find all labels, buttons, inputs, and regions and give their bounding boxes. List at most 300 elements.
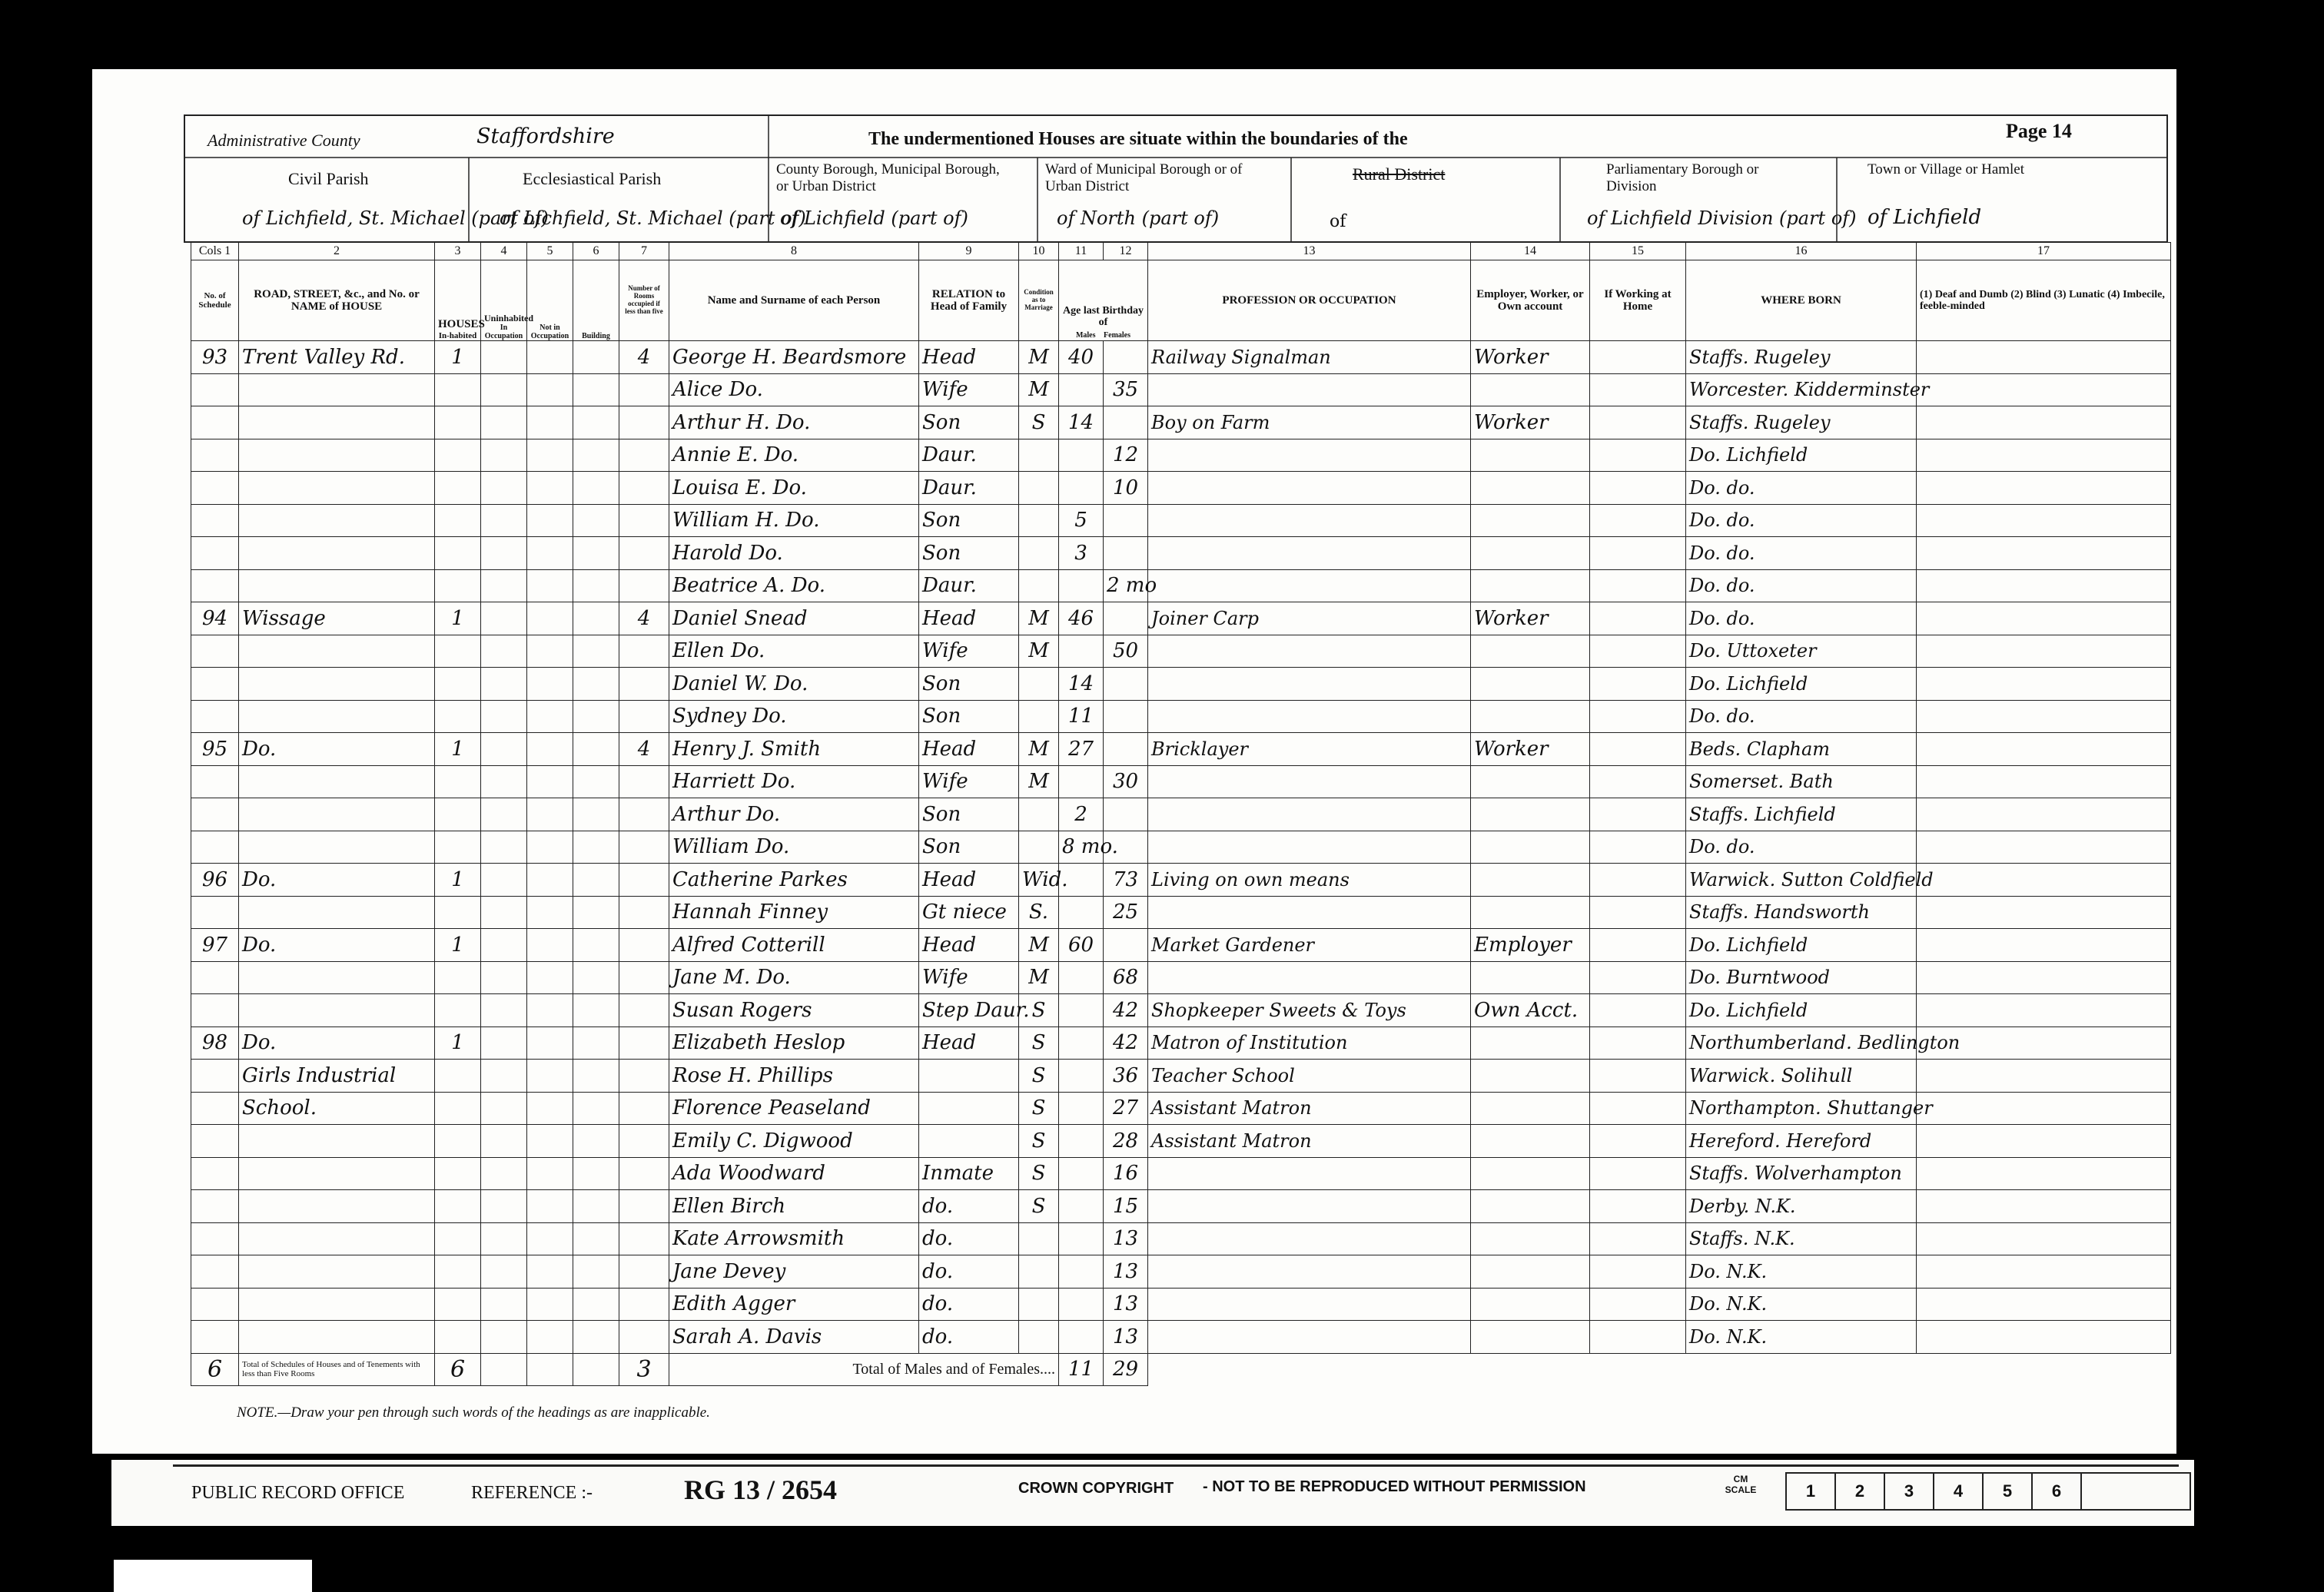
male-age-cell <box>1059 1190 1104 1223</box>
where-born-cell: Staffs. Wolverhampton <box>1686 1157 1917 1190</box>
infirmity-cell <box>1917 1157 2171 1190</box>
census-rows <box>191 341 2171 1354</box>
reference-label: REFERENCE :- <box>471 1483 593 1503</box>
infirmity-cell <box>1917 1255 2171 1289</box>
at-home-cell <box>1590 994 1686 1027</box>
at-home-cell <box>1590 929 1686 962</box>
at-home-cell <box>1590 1255 1686 1289</box>
col-num: 9 <box>919 243 1019 260</box>
female-age-cell: 35 <box>1104 373 1148 406</box>
in-occupation-cell <box>481 668 527 701</box>
infirmity-cell <box>1917 1321 2171 1354</box>
infirmity-cell <box>1917 504 2171 537</box>
col-num: 17 <box>1917 243 2171 260</box>
inhabited-cell <box>435 537 481 570</box>
not-in-occupation-cell <box>527 1027 573 1060</box>
relation-cell: Son <box>919 406 1019 439</box>
census-row <box>191 929 2171 962</box>
census-row <box>191 1222 2171 1255</box>
condition-cell: S <box>1019 994 1059 1027</box>
relation-cell: Head <box>919 341 1019 374</box>
male-age-cell: 14 <box>1059 668 1104 701</box>
uninhabited-label: Uninhabited <box>484 312 534 323</box>
schedule-cell <box>191 1092 239 1125</box>
occupation-cell: Boy on Farm <box>1148 406 1471 439</box>
where-born-cell: Beds. Clapham <box>1686 733 1917 766</box>
building-cell <box>573 896 619 929</box>
males-label: Males <box>1075 330 1096 340</box>
building-cell <box>573 1027 619 1060</box>
condition-cell <box>1019 798 1059 831</box>
census-row <box>191 1255 2171 1289</box>
male-age-cell <box>1059 569 1104 602</box>
schedule-cell: 98 <box>191 1027 239 1060</box>
female-age-cell <box>1104 929 1148 962</box>
name-cell: Hannah Finney <box>669 896 919 929</box>
relation-cell: Son <box>919 668 1019 701</box>
footer-rule <box>173 1464 2179 1467</box>
inhabited-cell <box>435 1157 481 1190</box>
male-age-cell: 2 <box>1059 798 1104 831</box>
in-occupation-cell <box>481 537 527 570</box>
condition-cell: M <box>1019 373 1059 406</box>
employer-cell: Worker <box>1471 602 1590 635</box>
at-home-cell <box>1590 831 1686 864</box>
census-row <box>191 602 2171 635</box>
schedule-cell: 94 <box>191 602 239 635</box>
at-home-cell <box>1590 406 1686 439</box>
infirmity-cell <box>1917 569 2171 602</box>
relation-cell: Daur. <box>919 472 1019 505</box>
rooms-cell <box>619 373 669 406</box>
road-cell <box>239 896 435 929</box>
male-age-cell <box>1059 472 1104 505</box>
infirmity-cell <box>1917 994 2171 1027</box>
in-occupation-cell <box>481 373 527 406</box>
occupation-cell: Teacher School <box>1148 1060 1471 1093</box>
female-age-cell <box>1104 733 1148 766</box>
where-born-cell: Do. N.K. <box>1686 1321 1917 1354</box>
schedule-cell <box>191 1255 239 1289</box>
in-occupation-cell <box>481 831 527 864</box>
female-age-cell: 13 <box>1104 1222 1148 1255</box>
not-in-occupation-cell <box>527 831 573 864</box>
relation-cell: Son <box>919 504 1019 537</box>
col-num: 16 <box>1686 243 1917 260</box>
name-cell: George H. Beardsmore <box>669 341 919 374</box>
name-cell: William H. Do. <box>669 504 919 537</box>
occupation-cell <box>1148 1288 1471 1321</box>
relation-cell: do. <box>919 1321 1019 1354</box>
building-cell <box>573 569 619 602</box>
not-in-occupation-cell <box>527 700 573 733</box>
total-schedules: 6 <box>191 1353 239 1386</box>
copyright-label: CROWN COPYRIGHT <box>1018 1480 1174 1497</box>
females-label: Females <box>1104 330 1131 340</box>
at-home-cell <box>1590 733 1686 766</box>
condition-cell: M <box>1019 635 1059 668</box>
total-inhabited: 6 <box>435 1353 481 1386</box>
employer-cell <box>1471 1321 1590 1354</box>
male-age-cell: 14 <box>1059 406 1104 439</box>
census-row <box>191 994 2171 1027</box>
road-cell <box>239 1222 435 1255</box>
infirmity-cell <box>1917 700 2171 733</box>
where-born-cell: Do. do. <box>1686 569 1917 602</box>
employer-cell <box>1471 635 1590 668</box>
in-occupation-cell <box>481 341 527 374</box>
building-cell <box>573 635 619 668</box>
occupation-cell: Railway Signalman <box>1148 341 1471 374</box>
relation-cell: Son <box>919 798 1019 831</box>
road-cell <box>239 765 435 798</box>
schedule-cell <box>191 1321 239 1354</box>
header-occupation: PROFESSION OR OCCUPATION <box>1148 260 1471 341</box>
in-occupation-cell <box>481 1092 527 1125</box>
rooms-cell <box>619 864 669 897</box>
not-in-occupation-cell <box>527 994 573 1027</box>
condition-cell: M <box>1019 733 1059 766</box>
condition-cell: S <box>1019 1027 1059 1060</box>
not-in-occupation-cell <box>527 341 573 374</box>
occupation-cell <box>1148 1321 1471 1354</box>
occupation-cell <box>1148 765 1471 798</box>
parl-value: of Lichfield Division (part of) <box>1587 207 1857 229</box>
name-cell: Rose H. Phillips <box>669 1060 919 1093</box>
relation-cell: Inmate <box>919 1157 1019 1190</box>
in-occupation-cell <box>481 602 527 635</box>
archive-footer <box>111 1460 2194 1526</box>
occupation-cell <box>1148 635 1471 668</box>
condition-cell: S <box>1019 406 1059 439</box>
scale-mark: 4 <box>1933 1472 1984 1511</box>
in-occupation-cell <box>481 1060 527 1093</box>
name-cell: Jane Devey <box>669 1255 919 1289</box>
not-in-occupation-cell <box>527 1288 573 1321</box>
building-cell <box>573 961 619 994</box>
inhabited-cell: 1 <box>435 341 481 374</box>
condition-cell: M <box>1019 929 1059 962</box>
female-age-cell: 30 <box>1104 765 1148 798</box>
inhabited-cell <box>435 635 481 668</box>
building-cell <box>573 1255 619 1289</box>
employer-cell <box>1471 504 1590 537</box>
male-age-cell <box>1059 1321 1104 1354</box>
name-cell: Alfred Cotterill <box>669 929 919 962</box>
total-cell <box>481 1353 527 1386</box>
totals-row <box>191 1353 2171 1386</box>
rooms-cell <box>619 1157 669 1190</box>
scale-mark <box>2080 1472 2191 1511</box>
occupation-cell <box>1148 1157 1471 1190</box>
inhabited-label: In-habited <box>438 330 477 340</box>
male-age-cell: 40 <box>1059 341 1104 374</box>
building-cell <box>573 472 619 505</box>
employer-cell <box>1471 1288 1590 1321</box>
road-cell: Do. <box>239 733 435 766</box>
header-infirmity: (1) Deaf and Dumb (2) Blind (3) Lunatic (4) Imbecile, feeble-minded <box>1917 260 2171 341</box>
condition-cell <box>1019 1288 1059 1321</box>
inhabited-cell <box>435 765 481 798</box>
header-not-in-occupation: Not in Occupation <box>527 260 573 341</box>
infirmity-cell <box>1917 602 2171 635</box>
building-cell <box>573 733 619 766</box>
rooms-cell <box>619 635 669 668</box>
female-age-cell: 2 mo <box>1104 569 1148 602</box>
inhabited-cell <box>435 1060 481 1093</box>
infirmity-cell <box>1917 1190 2171 1223</box>
not-in-occupation-cell <box>527 406 573 439</box>
scale-mark: 2 <box>1834 1472 1885 1511</box>
infirmity-cell <box>1917 1092 2171 1125</box>
in-occupation-cell <box>481 1222 527 1255</box>
infirmity-cell <box>1917 341 2171 374</box>
occupation-cell <box>1148 472 1471 505</box>
name-cell: Elizabeth Heslop <box>669 1027 919 1060</box>
female-age-cell: 13 <box>1104 1321 1148 1354</box>
schedule-cell <box>191 668 239 701</box>
occupation-cell <box>1148 1222 1471 1255</box>
name-cell: Catherine Parkes <box>669 864 919 897</box>
building-cell <box>573 341 619 374</box>
at-home-cell <box>1590 569 1686 602</box>
name-cell: Alice Do. <box>669 373 919 406</box>
inhabited-cell <box>435 1255 481 1289</box>
in-occupation-cell <box>481 1321 527 1354</box>
road-cell <box>239 1190 435 1223</box>
occupation-cell <box>1148 798 1471 831</box>
road-cell <box>239 537 435 570</box>
town-label: Town or Village or Hamlet <box>1868 161 2025 177</box>
building-cell <box>573 1288 619 1321</box>
total-females: 29 <box>1104 1353 1148 1386</box>
occupation-cell <box>1148 569 1471 602</box>
census-row <box>191 406 2171 439</box>
road-cell <box>239 439 435 472</box>
road-cell: School. <box>239 1092 435 1125</box>
infirmity-cell <box>1917 406 2171 439</box>
male-age-cell <box>1059 994 1104 1027</box>
civil-parish-value: of Lichfield, St. Michael (part of) <box>242 207 549 229</box>
road-cell <box>239 1255 435 1289</box>
inhabited-cell <box>435 1321 481 1354</box>
employer-cell: Worker <box>1471 733 1590 766</box>
where-born-cell: Somerset. Bath <box>1686 765 1917 798</box>
schedule-cell <box>191 635 239 668</box>
in-occupation-cell <box>481 700 527 733</box>
rural-label: Rural District <box>1353 164 1446 184</box>
where-born-cell: Do. Uttoxeter <box>1686 635 1917 668</box>
occupation-cell <box>1148 961 1471 994</box>
name-cell: Arthur H. Do. <box>669 406 919 439</box>
name-cell: Harriett Do. <box>669 765 919 798</box>
rooms-cell <box>619 1288 669 1321</box>
condition-cell: M <box>1019 602 1059 635</box>
header-employer: Employer, Worker, or Own account <box>1471 260 1590 341</box>
infirmity-cell <box>1917 733 2171 766</box>
occupation-cell: Assistant Matron <box>1148 1125 1471 1158</box>
road-cell <box>239 635 435 668</box>
employer-cell <box>1471 1190 1590 1223</box>
cm-scale <box>1787 1472 2191 1511</box>
borough-label: County Borough, Municipal Borough, or Urban District <box>776 161 1000 194</box>
occupation-cell: Assistant Matron <box>1148 1092 1471 1125</box>
not-in-occupation-cell <box>527 504 573 537</box>
employer-cell <box>1471 668 1590 701</box>
in-occupation-cell <box>481 994 527 1027</box>
boundaries-notice: The undermentioned Houses are situate within the boundaries of the <box>868 129 1408 149</box>
not-in-occupation-cell <box>527 602 573 635</box>
census-row <box>191 569 2171 602</box>
name-cell: Ellen Birch <box>669 1190 919 1223</box>
rural-value: of <box>1330 212 1346 231</box>
employer-cell <box>1471 1125 1590 1158</box>
employer-cell <box>1471 765 1590 798</box>
road-cell <box>239 1288 435 1321</box>
condition-cell: S <box>1019 1060 1059 1093</box>
inhabited-cell: 1 <box>435 602 481 635</box>
inhabited-cell <box>435 504 481 537</box>
at-home-cell <box>1590 635 1686 668</box>
col-num: 14 <box>1471 243 1590 260</box>
employer-cell <box>1471 1157 1590 1190</box>
road-cell: Do. <box>239 864 435 897</box>
total-blank <box>1148 1353 2171 1386</box>
female-age-cell: 15 <box>1104 1190 1148 1223</box>
header-condition: Condition as to Marriage <box>1019 260 1059 341</box>
infirmity-cell <box>1917 472 2171 505</box>
total-rooms: 3 <box>619 1353 669 1386</box>
census-row <box>191 439 2171 472</box>
at-home-cell <box>1590 602 1686 635</box>
not-in-occupation-cell <box>527 1092 573 1125</box>
in-occupation-cell <box>481 929 527 962</box>
relation-cell: Daur. <box>919 439 1019 472</box>
schedule-cell: 95 <box>191 733 239 766</box>
road-cell <box>239 569 435 602</box>
at-home-cell <box>1590 537 1686 570</box>
road-cell: Girls Industrial <box>239 1060 435 1093</box>
relation-cell: Wife <box>919 373 1019 406</box>
schedule-cell <box>191 1060 239 1093</box>
ward-label: Ward of Municipal Borough or of Urban District <box>1045 161 1243 194</box>
male-age-cell <box>1059 635 1104 668</box>
schedule-cell: 96 <box>191 864 239 897</box>
employer-cell <box>1471 864 1590 897</box>
eccl-parish-value: of Lichfield, St. Michael (part of) <box>500 207 806 229</box>
infirmity-cell <box>1917 635 2171 668</box>
census-row <box>191 635 2171 668</box>
borough-value: of Lichfield (part of) <box>780 207 968 229</box>
building-cell <box>573 1190 619 1223</box>
building-cell <box>573 831 619 864</box>
col-num: 5 <box>527 243 573 260</box>
infirmity-cell <box>1917 537 2171 570</box>
building-cell <box>573 1092 619 1125</box>
in-occupation-cell <box>481 765 527 798</box>
total-label: Total of Males and of Females.... <box>669 1353 1059 1386</box>
rooms-cell <box>619 406 669 439</box>
road-cell <box>239 798 435 831</box>
employer-cell <box>1471 537 1590 570</box>
col-num: 7 <box>619 243 669 260</box>
census-row <box>191 1321 2171 1354</box>
female-age-cell: 50 <box>1104 635 1148 668</box>
road-cell <box>239 1321 435 1354</box>
at-home-cell <box>1590 798 1686 831</box>
name-cell: Harold Do. <box>669 537 919 570</box>
not-in-occupation-cell <box>527 373 573 406</box>
schedule-cell <box>191 569 239 602</box>
name-cell: Daniel W. Do. <box>669 668 919 701</box>
rooms-cell <box>619 1222 669 1255</box>
not-in-occupation-cell <box>527 439 573 472</box>
relation-cell: Wife <box>919 765 1019 798</box>
schedule-cell: 97 <box>191 929 239 962</box>
condition-cell: S <box>1019 1125 1059 1158</box>
building-cell <box>573 929 619 962</box>
scale-mark: 5 <box>1982 1472 2033 1511</box>
civil-parish-label: Civil Parish <box>288 169 369 188</box>
female-age-cell <box>1104 537 1148 570</box>
where-born-cell: Warwick. Sutton Coldfield <box>1686 864 1917 897</box>
page-number: Page 14 <box>2006 120 2072 142</box>
condition-cell <box>1019 1222 1059 1255</box>
employer-cell <box>1471 472 1590 505</box>
schedule-cell <box>191 1222 239 1255</box>
header-rooms: Number of Rooms occupied if less than five <box>619 260 669 341</box>
inhabited-cell <box>435 668 481 701</box>
female-age-cell: 27 <box>1104 1092 1148 1125</box>
name-cell: Jane M. Do. <box>669 961 919 994</box>
male-age-cell <box>1059 1125 1104 1158</box>
infirmity-cell <box>1917 1125 2171 1158</box>
not-in-occupation-cell <box>527 1255 573 1289</box>
employer-cell <box>1471 1092 1590 1125</box>
rooms-cell <box>619 668 669 701</box>
relation-cell <box>919 1092 1019 1125</box>
restriction-label: - NOT TO BE REPRODUCED WITHOUT PERMISSION <box>1203 1478 1586 1495</box>
rooms-cell <box>619 1255 669 1289</box>
male-age-cell <box>1059 1092 1104 1125</box>
census-row <box>191 1157 2171 1190</box>
at-home-cell <box>1590 1027 1686 1060</box>
name-cell: Sarah A. Davis <box>669 1321 919 1354</box>
name-cell: Beatrice A. Do. <box>669 569 919 602</box>
female-age-cell <box>1104 668 1148 701</box>
col-num: 8 <box>669 243 919 260</box>
female-age-cell: 13 <box>1104 1288 1148 1321</box>
occupation-cell: Matron of Institution <box>1148 1027 1471 1060</box>
occupation-cell <box>1148 831 1471 864</box>
name-cell: Emily C. Digwood <box>669 1125 919 1158</box>
infirmity-cell <box>1917 1288 2171 1321</box>
rooms-cell <box>619 1190 669 1223</box>
not-in-occupation-cell <box>527 1321 573 1354</box>
schedule-cell <box>191 472 239 505</box>
infirmity-cell <box>1917 1222 2171 1255</box>
header-building: Building <box>573 260 619 341</box>
female-age-cell: 42 <box>1104 994 1148 1027</box>
where-born-cell: Do. do. <box>1686 602 1917 635</box>
building-cell <box>573 1157 619 1190</box>
employer-cell <box>1471 1222 1590 1255</box>
header-road: ROAD, STREET, &c., and No. or NAME of HOUSE <box>239 260 435 341</box>
in-occupation-cell <box>481 798 527 831</box>
schedule-cell <box>191 373 239 406</box>
header-relation: RELATION to Head of Family <box>919 260 1019 341</box>
at-home-cell <box>1590 1222 1686 1255</box>
